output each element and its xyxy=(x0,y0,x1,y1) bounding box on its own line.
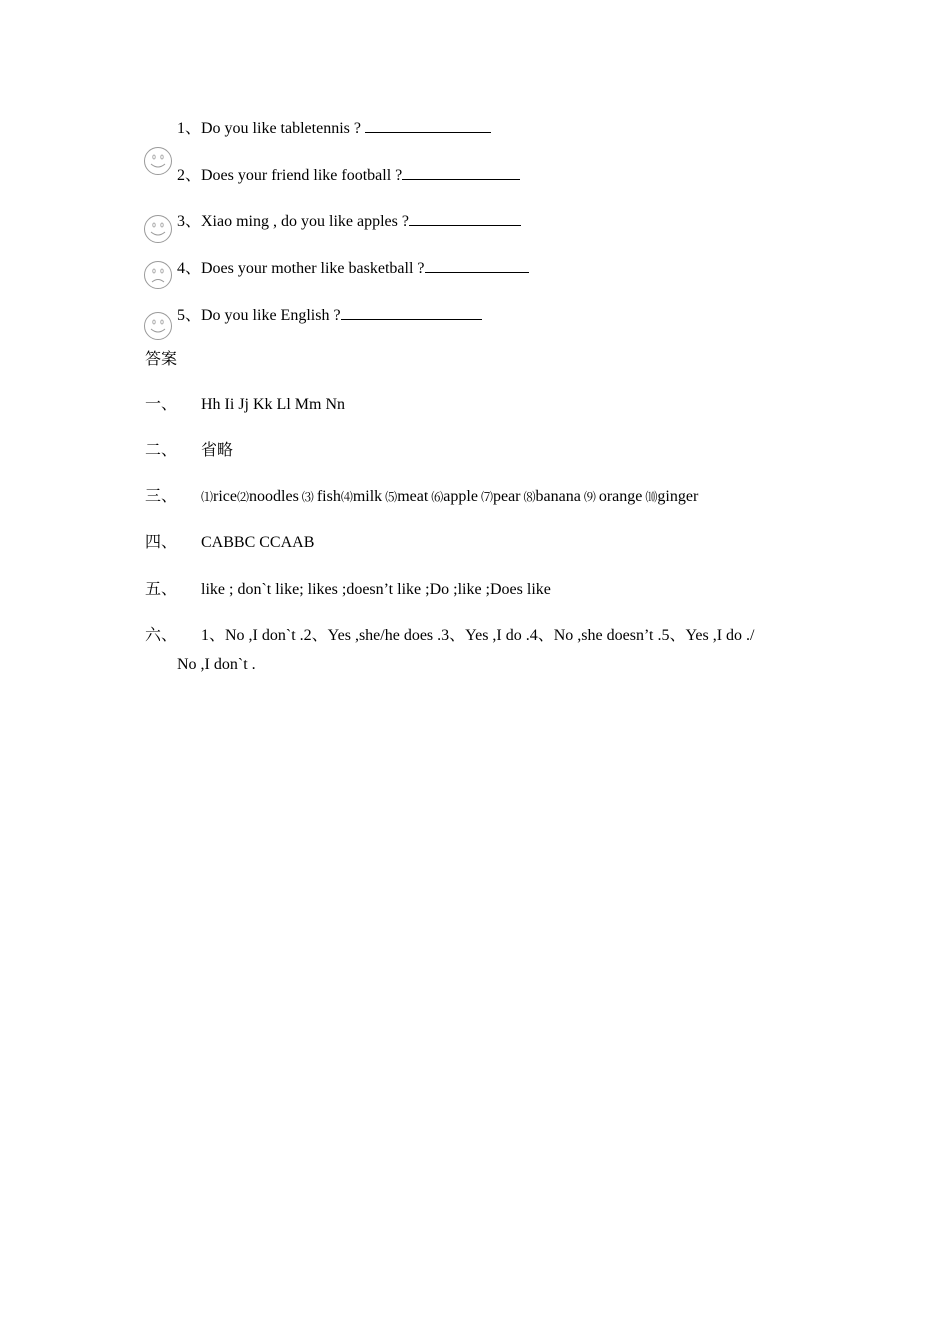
question-3 xyxy=(177,210,521,232)
item-word: apple xyxy=(443,488,478,505)
question-1 xyxy=(177,117,491,139)
question-3-text: 3、Xiao ming , do you like apples ? xyxy=(177,213,409,230)
answer-4-label: 四、 xyxy=(145,534,178,551)
answer-6-label: 六、 xyxy=(145,627,178,644)
answer-1-text: Hh Ii Jj Kk Ll Mm Nn xyxy=(201,396,345,413)
item-number: ⑸ xyxy=(382,490,398,504)
answer-1-label: 一、 xyxy=(145,396,178,413)
answer-4-text: CABBC CCAAB xyxy=(201,534,315,551)
answer-blank[interactable] xyxy=(425,257,529,273)
item-number: ⑵ xyxy=(237,490,250,504)
question-2-text: 2、Does your friend like football ? xyxy=(177,167,403,184)
item-number: ⑼ xyxy=(580,490,599,504)
smile-icon xyxy=(143,146,173,176)
item-word: ginger xyxy=(657,488,699,505)
answer-blank[interactable] xyxy=(341,304,482,320)
item-number: ⑴ xyxy=(201,490,214,504)
item-word: milk xyxy=(352,488,383,505)
smile-icon xyxy=(143,214,173,244)
item-word: pear xyxy=(492,488,521,505)
item-number: ⑽ xyxy=(642,490,658,504)
question-4 xyxy=(177,257,529,279)
frown-icon xyxy=(143,260,173,290)
item-word: meat xyxy=(397,488,429,505)
item-number: ⑷ xyxy=(340,490,353,504)
answer-6-line-1: 1、No ,I don`t .2、Yes ,she/he does .3、Yes ,I do .4、No ,she doesn’t .5、Yes ,I do ./ xyxy=(201,627,755,644)
item-word: noodles xyxy=(249,488,299,505)
answer-6-line-2: No ,I don`t . xyxy=(177,656,256,673)
answer-blank[interactable] xyxy=(365,117,491,133)
question-1-text: 1、Do you like tabletennis ? xyxy=(177,120,365,137)
answer-blank[interactable] xyxy=(402,164,520,180)
item-number: ⑻ xyxy=(520,490,536,504)
question-2 xyxy=(177,164,520,186)
smile-icon xyxy=(143,311,173,341)
answer-5-label: 五、 xyxy=(145,581,178,598)
item-word: rice xyxy=(213,488,237,505)
answers-heading: 答案 xyxy=(145,351,178,368)
question-5 xyxy=(177,304,482,326)
answer-5-text: like ; don`t like; likes ;doesn’t like ;Do ;like ;Does like xyxy=(201,581,551,598)
item-number: ⑺ xyxy=(477,490,493,504)
answer-3-list xyxy=(201,487,698,507)
question-5-text: 5、Do you like English ? xyxy=(177,307,341,324)
item-word: fish xyxy=(316,488,341,505)
item-word: banana xyxy=(535,488,581,505)
item-number: ⑶ xyxy=(298,490,317,504)
answer-3-label: 三、 xyxy=(145,488,178,505)
item-number: ⑹ xyxy=(428,490,444,504)
answer-2-label: 二、 xyxy=(145,442,178,459)
answer-blank[interactable] xyxy=(409,210,521,226)
answer-2-text: 省略 xyxy=(201,442,234,459)
question-4-text: 4、Does your mother like basketball ? xyxy=(177,260,425,277)
item-word: orange xyxy=(598,488,643,505)
